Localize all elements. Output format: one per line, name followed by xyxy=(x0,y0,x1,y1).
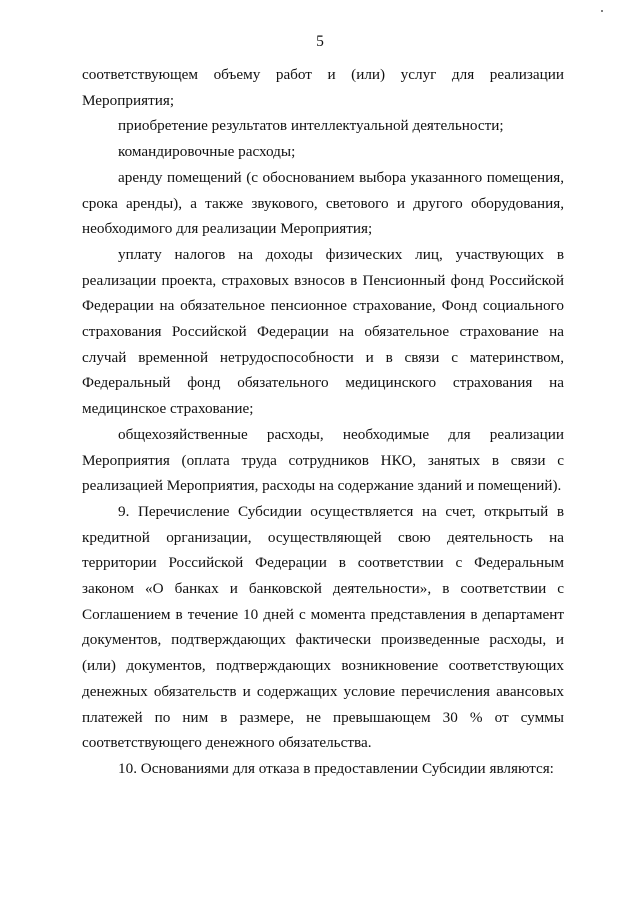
scan-mark xyxy=(601,10,603,12)
paragraph-item-9: 9. Перечисление Субсидии осуществляется на счет, открытый в кредитной организации, осуществляющей свою деятельность на территории Российской Федерации в соответствии с Федеральным законом «О банках и банковской деятельности», в соответствии с Соглашением в течение 10 дней с момента представления в департамент документов, подтверждающих фактически произведенные расходы, и (или) документов, подтверждающих возникновение соответствующих денежных обязательств и содержащих условие перечисления авансовых платежей по ним в размере, не превышающем 30 % от суммы соответствующего денежного обязательства. xyxy=(82,502,564,752)
document-body xyxy=(82,62,564,782)
paragraph-rent: аренду помещений (с обоснованием выбора указанного помещения, срока аренды), а также звукового, светового и другого оборудования, необходимого для реализации Мероприятия; xyxy=(82,168,564,238)
paragraph-ip-results: приобретение результатов интеллектуальной деятельности; xyxy=(118,117,504,135)
paragraph-taxes: уплату налогов на доходы физических лиц, участвующих в реализации проекта, страховых взносов в Пенсионный фонд Российской Федерации на обязательное пенсионное страхование, Фонд социального страхования Российской Федерации на обязательное страхование на случай временной нетрудоспособности и в связи с материнством, Федеральный фонд обязательного медицинского страхования на медицинское страхование; xyxy=(82,245,564,418)
page-number: 5 xyxy=(316,33,324,50)
paragraph-item-10: 10. Основаниями для отказа в предоставлении Субсидии являются: xyxy=(118,759,554,777)
paragraph-continuation: соответствующем объему работ и (или) услуг для реализации Мероприятия; xyxy=(82,66,564,109)
paragraph-overhead: общехозяйственные расходы, необходимые для реализации Мероприятия (оплата труда сотрудников НКО, занятых в связи с реализацией Мероприятия, расходы на содержание зданий и помещений). xyxy=(82,425,564,495)
paragraph-travel-expenses: командировочные расходы; xyxy=(118,143,296,161)
